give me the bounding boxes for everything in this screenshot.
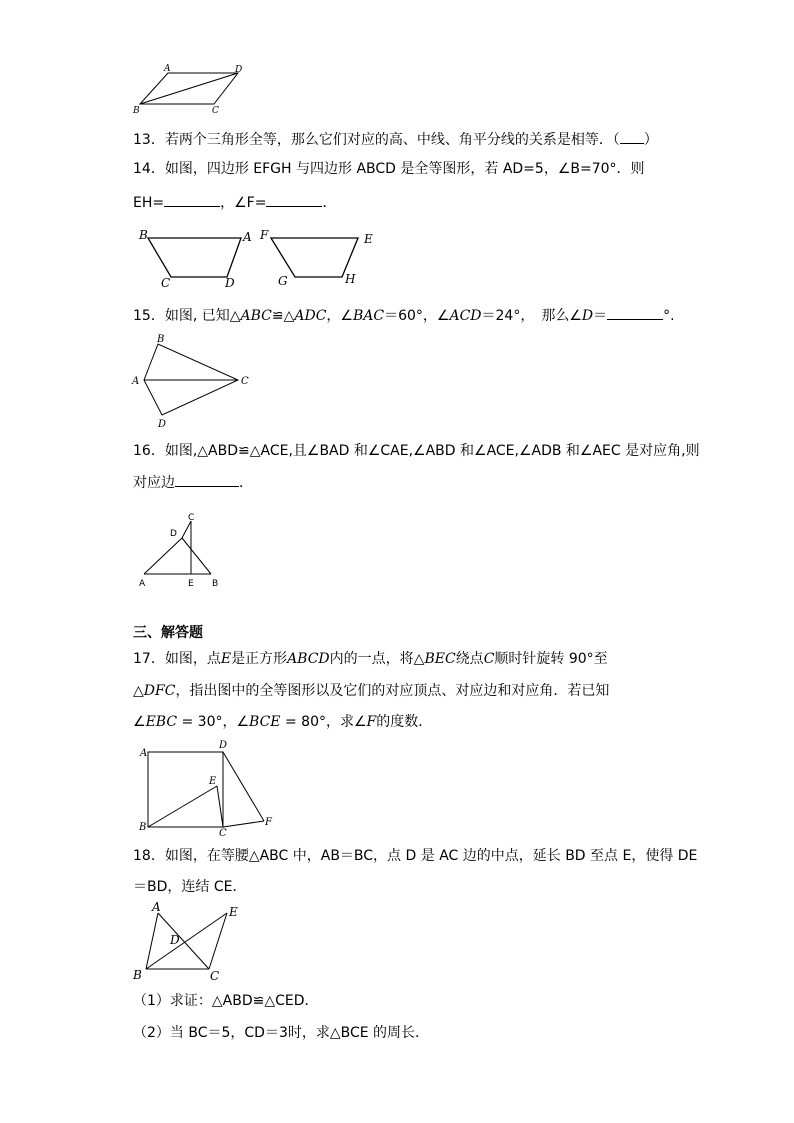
parallelogram-figure bbox=[130, 62, 250, 118]
q15-d: D bbox=[581, 308, 594, 324]
question-14-line1: 14．如图，四边形 EFGH 与四边形 ABCD 是全等图形，若 AD=5，∠B=70°．则 bbox=[133, 161, 645, 177]
label-D: D bbox=[235, 65, 243, 75]
q17-t9: = 30°，∠ bbox=[177, 714, 250, 730]
q15-bac: BAC bbox=[352, 308, 385, 324]
q17-t3: 内的一点，将△ bbox=[329, 651, 425, 667]
label-D: D bbox=[225, 276, 235, 290]
label-B: B bbox=[133, 106, 140, 116]
label-C: C bbox=[212, 106, 219, 116]
label-C: C bbox=[210, 969, 220, 983]
q17-c: C bbox=[483, 651, 495, 667]
triangles-figure bbox=[135, 510, 235, 592]
label-F: F bbox=[265, 817, 272, 828]
label-C: C bbox=[188, 513, 195, 523]
q15-acd: ACD bbox=[449, 308, 482, 324]
q15-adc: ADC bbox=[294, 308, 327, 324]
label-A: A bbox=[164, 64, 171, 74]
label-A: A bbox=[139, 579, 146, 589]
q17-e: E bbox=[220, 651, 232, 667]
kite-figure bbox=[130, 332, 260, 432]
q14-end: ． bbox=[322, 195, 337, 211]
q17-f: F bbox=[366, 714, 377, 730]
q17-t2: 是正方形 bbox=[231, 651, 288, 667]
q15-answer-blank[interactable] bbox=[607, 306, 663, 320]
label-B: B bbox=[139, 822, 147, 833]
question-18-line2: ＝BD，连结 CE． bbox=[133, 879, 247, 895]
q16-end: ． bbox=[239, 475, 253, 491]
q15-value2: ＝24°， 那么∠ bbox=[481, 308, 582, 324]
q15-angle1: ，∠ bbox=[326, 308, 353, 324]
q17-bec: BEC bbox=[424, 651, 456, 667]
label-B: B bbox=[133, 968, 142, 982]
q17-t10: = 80°，求∠ bbox=[280, 714, 367, 730]
q14-eh-label: EH= bbox=[133, 195, 165, 211]
label-H: H bbox=[345, 272, 356, 286]
q17-t8: ∠ bbox=[133, 714, 146, 730]
q17-t5: 顺时针旋转 90°至 bbox=[494, 651, 608, 667]
section-heading: 三、解答题 bbox=[133, 625, 203, 641]
trapezoids-figure bbox=[133, 224, 393, 294]
label-A: A bbox=[152, 900, 161, 914]
label-C: C bbox=[161, 276, 171, 290]
label-G: G bbox=[278, 274, 288, 288]
label-E: E bbox=[229, 905, 238, 919]
q14-f-label: ，∠F= bbox=[220, 195, 267, 211]
label-A: A bbox=[140, 748, 148, 759]
q17-abcd: ABCD bbox=[287, 651, 330, 667]
label-A: A bbox=[243, 230, 252, 244]
square-rotation-figure bbox=[135, 736, 285, 842]
q15-cong: ≌△ bbox=[271, 308, 295, 324]
q17-t6: △ bbox=[133, 683, 144, 699]
question-16-line1: 16．如图,△ABD≌△ACE,且∠BAD 和∠CAE,∠ABD 和∠ACE,∠ADB 和∠AEC 是对应角,则 bbox=[133, 443, 700, 459]
label-D: D bbox=[170, 529, 177, 539]
question-18-line1: 18．如图，在等腰△ABC 中，AB＝BC，点 D 是 AC 边的中点，延长 BD 至点 E，使得 DE bbox=[133, 848, 698, 864]
label-C: C bbox=[219, 828, 227, 839]
q13-answer-blank[interactable] bbox=[620, 130, 644, 144]
q15-prefix: 15．如图, 已知△ bbox=[133, 308, 241, 324]
question-17-line2 bbox=[133, 682, 609, 700]
label-B: B bbox=[157, 334, 165, 345]
label-F: F bbox=[260, 228, 269, 242]
question-18-part1: （1）求证：△ABD≌△CED． bbox=[133, 993, 319, 1009]
q15-degree: °. bbox=[663, 308, 675, 324]
q13-tail: ） bbox=[643, 132, 658, 148]
q17-t11: 的度数． bbox=[376, 714, 433, 730]
q16-label: 对应边 bbox=[133, 475, 175, 491]
q16-answer-blank[interactable] bbox=[175, 473, 239, 487]
question-17-line1 bbox=[133, 650, 608, 668]
question-17-line3 bbox=[133, 713, 432, 731]
q15-value1: ＝60°，∠ bbox=[384, 308, 450, 324]
q14-eh-blank[interactable] bbox=[164, 193, 220, 207]
q17-t7: ，指出图中的全等图形以及它们的对应顶点、对应边和对应角．若已知 bbox=[175, 683, 610, 699]
q14-f-blank[interactable] bbox=[266, 193, 322, 207]
label-C: C bbox=[241, 376, 249, 387]
isosceles-figure bbox=[130, 900, 250, 986]
label-E: E bbox=[209, 776, 217, 787]
q17-t1: 17．如图，点 bbox=[133, 651, 221, 667]
label-E: E bbox=[364, 232, 373, 246]
q13-text: 13．若两个三角形全等，那么它们对应的高、中线、角平分线的关系是相等．（ bbox=[133, 132, 620, 148]
q17-t4: 绕点 bbox=[455, 651, 484, 667]
q17-ebc: EBC bbox=[145, 714, 178, 730]
question-16-line2 bbox=[133, 473, 253, 492]
label-B: B bbox=[139, 228, 148, 242]
label-A: A bbox=[132, 376, 140, 387]
label-D: D bbox=[158, 419, 167, 430]
q17-bce: BCE bbox=[249, 714, 281, 730]
question-15 bbox=[133, 306, 675, 325]
label-D: D bbox=[170, 933, 180, 947]
label-D: D bbox=[219, 740, 228, 751]
question-14-line2 bbox=[133, 193, 336, 212]
question-18-part2: （2）当 BC＝5，CD＝3时，求△BCE 的周长． bbox=[133, 1025, 430, 1041]
q15-abc: ABC bbox=[240, 308, 272, 324]
label-E: E bbox=[188, 579, 194, 589]
q15-eq: ＝ bbox=[593, 308, 608, 324]
question-13 bbox=[133, 130, 658, 149]
q17-dfc: DFC bbox=[143, 683, 176, 699]
label-B: B bbox=[212, 579, 219, 589]
